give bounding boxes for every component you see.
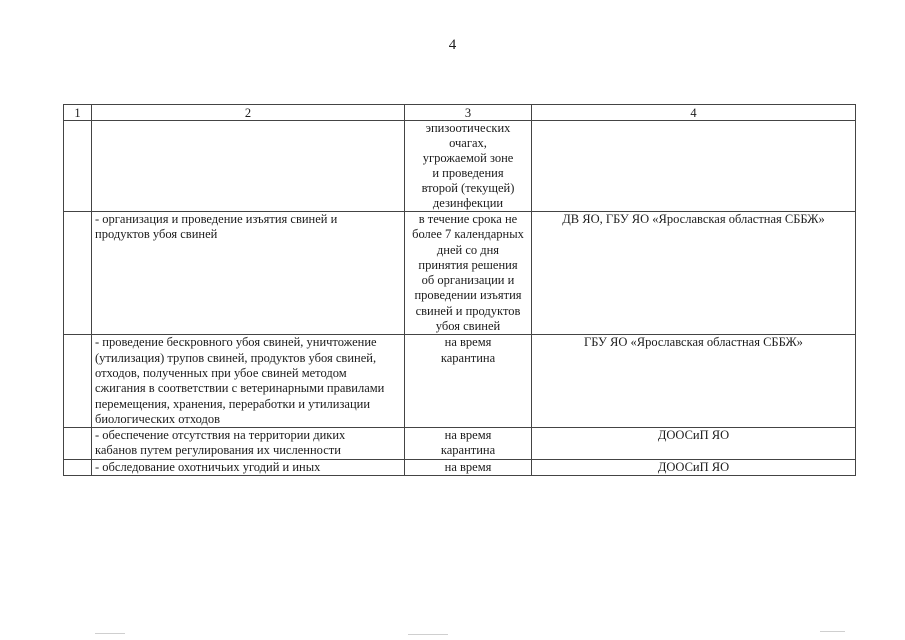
- cell-action: [92, 212, 405, 335]
- column-header-responsible: 4: [532, 105, 856, 121]
- column-header-action: 2: [92, 105, 405, 121]
- cell-action: [92, 428, 405, 460]
- table-header-row: [64, 105, 856, 121]
- scan-artifact: [408, 634, 448, 635]
- cell-responsible: [532, 212, 856, 335]
- cell-term-text: в течение срока не более 7 календарных дней со дня принятия решения об организации и проведении изъятия свиней и продуктов убоя свиней: [412, 212, 524, 334]
- column-header-term: 3: [405, 105, 532, 121]
- cell-term: на время: [405, 459, 532, 475]
- cell-responsible-text: ДВ ЯО, ГБУ ЯО «Ярославская областная СББЖ»: [562, 212, 825, 226]
- cell-action-text: - обеспечение отсутствия на территории диких кабанов путем регулирования их численности: [95, 428, 346, 458]
- cell-term-text: на время карантина: [440, 428, 496, 458]
- cell-action-text: - организация и проведение изъятия свиней и продуктов убоя свиней: [95, 212, 338, 242]
- measures-table: [63, 104, 856, 476]
- cell-number: [64, 212, 92, 335]
- cell-responsible: ДООСиП ЯО: [532, 459, 856, 475]
- cell-action: [92, 335, 405, 428]
- table-row: [64, 212, 856, 335]
- table-row: [64, 335, 856, 428]
- cell-term-text: эпизоотических очагах, угрожаемой зоне и проведения второй (текущей) дезинфекции: [421, 121, 515, 210]
- table-row: [64, 428, 856, 460]
- cell-number: [64, 428, 92, 460]
- scan-artifact: [95, 633, 125, 634]
- scan-artifact: [820, 631, 845, 632]
- cell-number: [64, 121, 92, 212]
- cell-action: [92, 121, 405, 212]
- cell-action: - обследование охотничьих угодий и иных: [92, 459, 405, 475]
- cell-term: [405, 212, 532, 335]
- cell-number: [64, 335, 92, 428]
- cell-responsible: [532, 121, 856, 212]
- cell-responsible: ДООСиП ЯО: [532, 428, 856, 460]
- cell-term: [405, 335, 532, 428]
- cell-term: [405, 428, 532, 460]
- table-row: [64, 459, 856, 475]
- cell-term-text: на время карантина: [440, 335, 496, 365]
- column-header-number: 1: [64, 105, 92, 121]
- cell-action-text: - проведение бескровного убоя свиней, уничтожение (утилизация) трупов свиней, продуктов убоя свиней, отходов, полученных при убое свиней методом сжигания в соответствии с ветеринарными правилами перемещения, хранения, переработки и утилизации биологических отходов: [95, 335, 385, 426]
- cell-number: [64, 459, 92, 475]
- page-number: 4: [448, 37, 457, 53]
- cell-responsible: ГБУ ЯО «Ярославская областная СББЖ»: [532, 335, 856, 428]
- table-row: [64, 121, 856, 212]
- cell-term: [405, 121, 532, 212]
